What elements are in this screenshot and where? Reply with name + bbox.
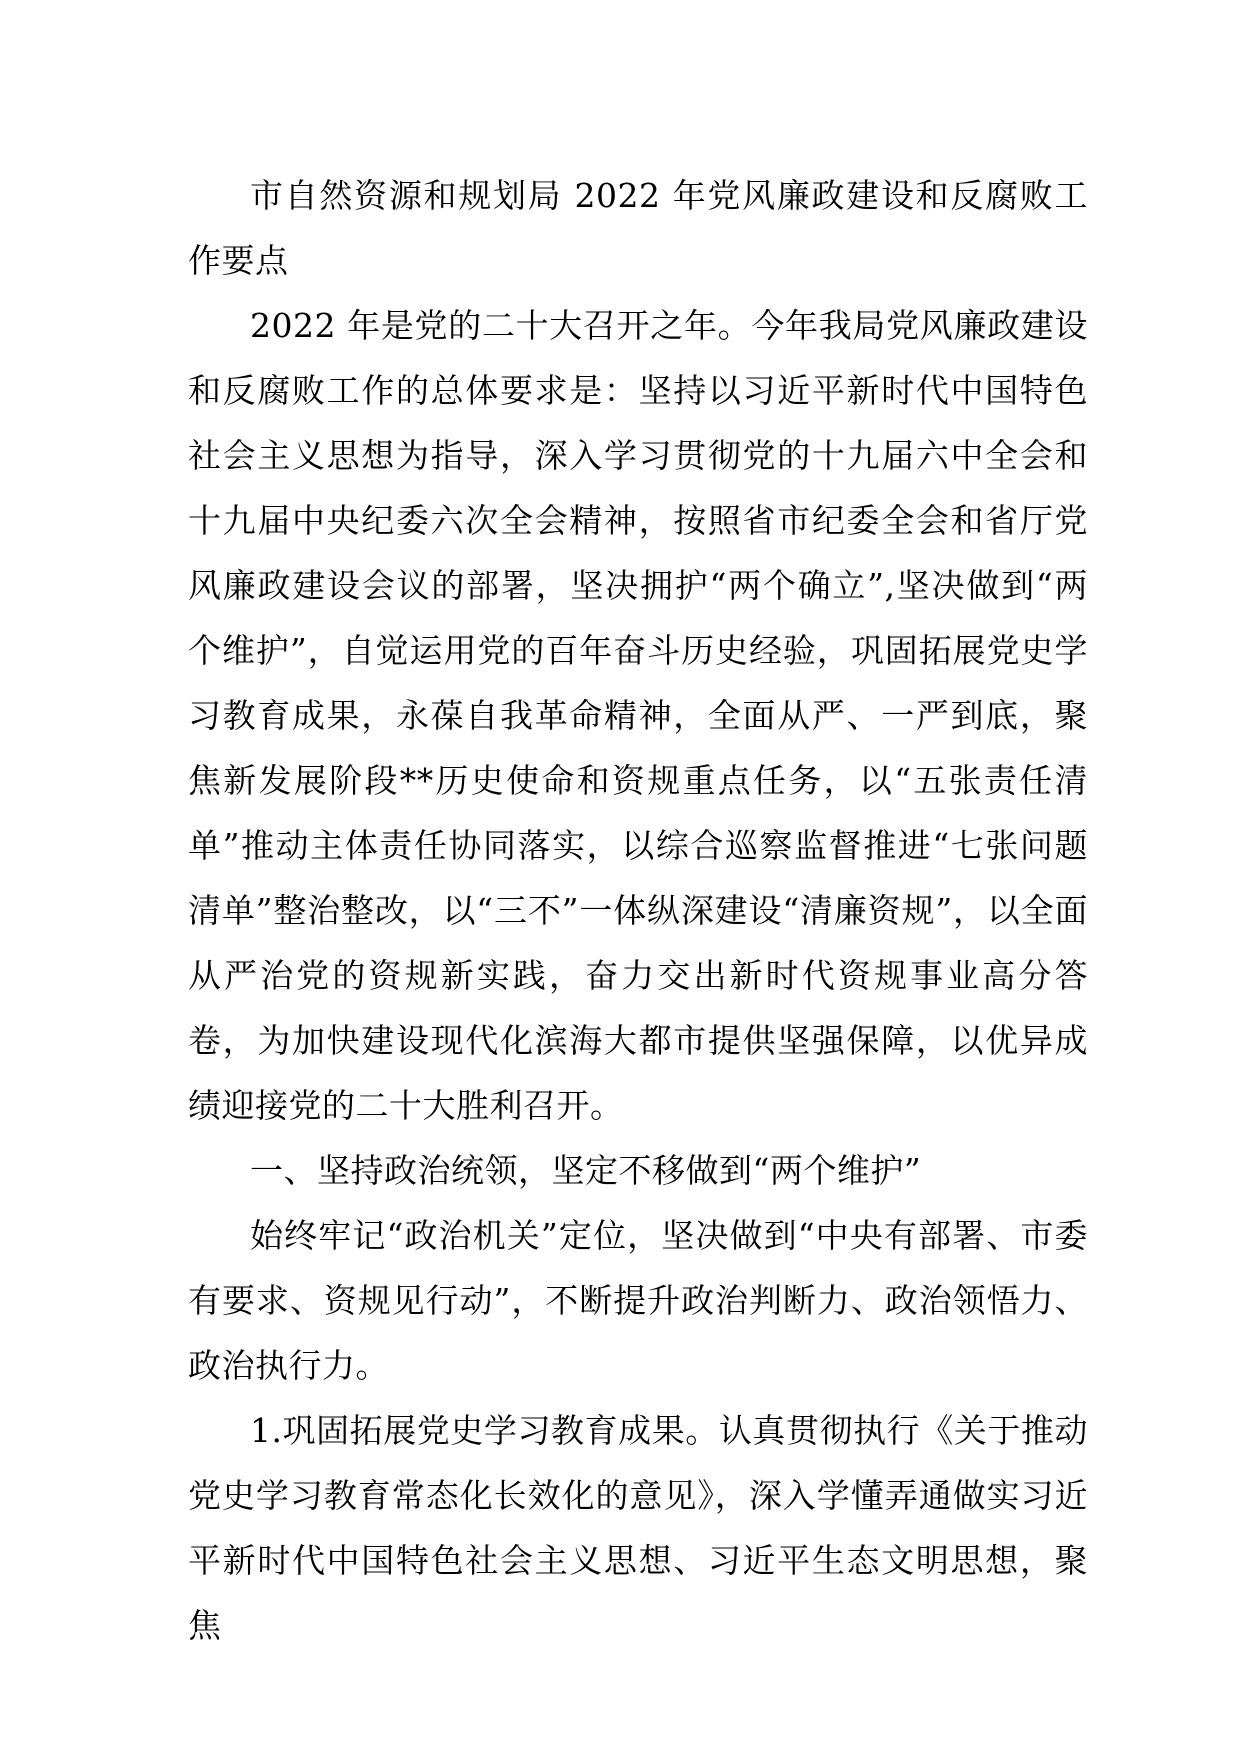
section-heading-one: 一、坚持政治统领，坚定不移做到“两个维护”: [250, 1151, 922, 1190]
document-title: 市自然资源和规划局 2022 年党风廉政建设和反腐败工作要点: [188, 176, 1088, 280]
document-body: [188, 163, 1088, 1658]
paragraph-item-one: 1.巩固拓展党史学习教育成果。认真贯彻执行《关于推动党史学习教育常态化长效化的意见》，深入学懂弄通做实习近平新时代中国特色社会主义思想、习近平生态文明思想，聚焦: [188, 1411, 1088, 1645]
paragraph-political-organ: 始终牢记“政治机关”定位，坚决做到“中央有部署、市委有要求、资规见行动”，不断提升政治判断力、政治领悟力、政治执行力。: [188, 1216, 1088, 1385]
paragraph-overall-requirements: 2022 年是党的二十大召开之年。今年我局党风廉政建设和反腐败工作的总体要求是：坚持以习近平新时代中国特色社会主义思想为指导，深入学习贯彻党的十九届六中全会和十九届中央纪委六次全会精神，按照省市纪委全会和省厅党风廉政建设会议的部署，坚决拥护“两个确立”,坚决做到“两个维护”，自觉运用党的百年奋斗历史经验，巩固拓展党史学习教育成果，永葆自我革命精神，全面从严、一严到底，聚焦新发展阶段**历史使命和资规重点任务，以“五张责任清单”推动主体责任协同落实，以综合巡察监督推进“七张问题清单”整治整改，以“三不”一体纵深建设“清廉资规”，以全面从严治党的资规新实践，奋力交出新时代资规事业高分答卷，为加快建设现代化滨海大都市提供坚强保障，以优异成绩迎接党的二十大胜利召开。: [188, 306, 1088, 1125]
